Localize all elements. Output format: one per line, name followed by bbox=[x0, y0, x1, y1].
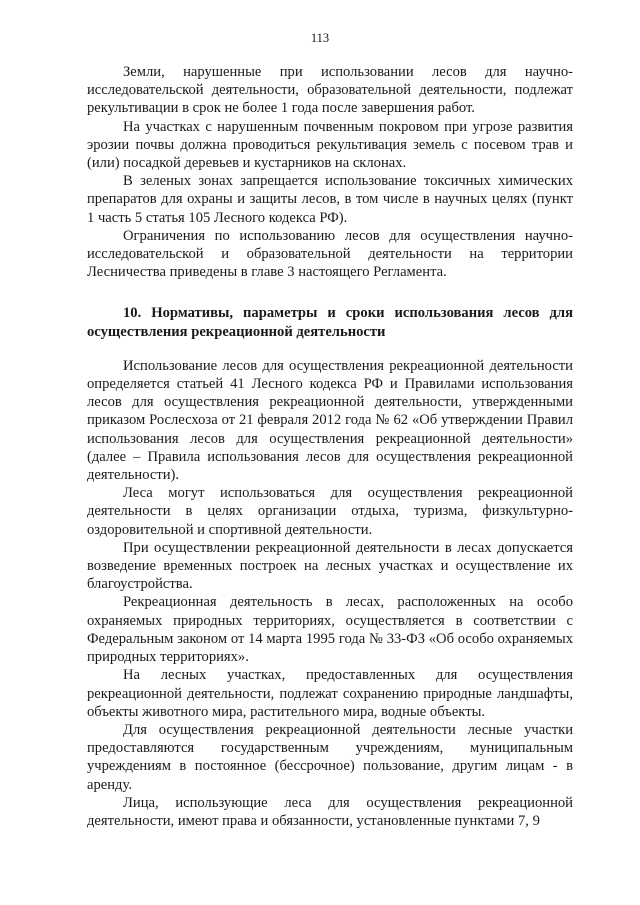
paragraph: Использование лесов для осуществления рекреационной деятельности определяется статьей 41 Лесного кодекса РФ и Правилами использования лесов для осуществления рекреационной деятельности, утвержденными приказом Рослесхоза от 21 февраля 2012 года № 62 «Об утверждении Правил использования лесов для осуществления рекреационной деятельности» (далее – Правила использования лесов для осуществления рекреационной деятельности). bbox=[87, 357, 573, 484]
paragraph: Леса могут использоваться для осуществления рекреационной деятельности в целях организации отдыха, туризма, физкультурно-оздоровительной и спортивной деятельности. bbox=[87, 485, 573, 538]
section-heading: 10. Нормативы, параметры и сроки использования лесов для осуществления рекреационной деятельности bbox=[87, 305, 573, 340]
paragraph: На лесных участках, предоставленных для осуществления рекреационной деятельности, подлежат сохранению природные ландшафты, объекты животного мира, растительного мира, водные объекты. bbox=[87, 667, 573, 720]
document-body bbox=[87, 63, 573, 830]
paragraph: Ограничения по использованию лесов для осуществления научно-исследовательской и образовательной деятельности на территории Лесничества приведены в главе 3 настоящего Регламента. bbox=[87, 227, 573, 281]
paragraph: Рекреационная деятельность в лесах, расположенных на особо охраняемых природных территориях, осуществляется в соответствии с Федеральным законом от 14 марта 1995 года № 33-ФЗ «Об особо охраняемых природных территориях». bbox=[87, 594, 573, 666]
paragraph: На участках с нарушенным почвенным покровом при угрозе развития эрозии почвы должна проводиться рекультивация земель с посевом трав и (или) посадкой деревьев и кустарников на склонах. bbox=[87, 118, 573, 172]
paragraph: При осуществлении рекреационной деятельности в лесах допускается возведение временных построек на лесных участках и осуществление их благоустройства. bbox=[87, 539, 573, 593]
paragraph: Для осуществления рекреационной деятельности лесные участки предоставляются государственным учреждениям, муниципальным учреждениям в постоянное (бессрочное) пользование, другим лицам - в аренду. bbox=[87, 721, 573, 793]
paragraph: Лица, использующие леса для осуществления рекреационной деятельности, имеют права и обязанности, установленные пунктами 7, 9 bbox=[87, 794, 573, 829]
page-number: 113 bbox=[310, 31, 330, 45]
paragraph: В зеленых зонах запрещается использование токсичных химических препаратов для охраны и защиты лесов, в том числе в научных целях (пункт 1 часть 5 статья 105 Лесного кодекса РФ). bbox=[87, 173, 573, 226]
paragraph: Земли, нарушенные при использовании лесов для научно-исследовательской деятельности, образовательной деятельности, подлежат рекультивации в срок не более 1 года после завершения работ. bbox=[87, 64, 573, 117]
